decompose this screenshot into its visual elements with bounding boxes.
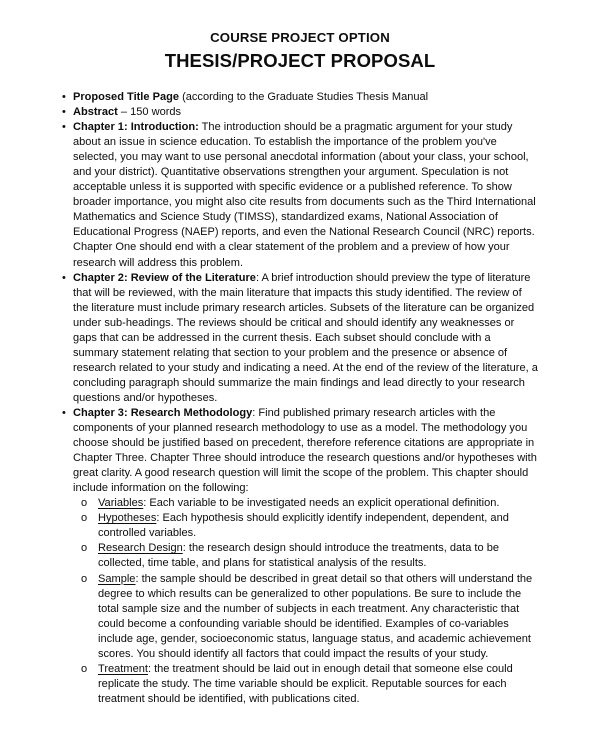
list-item-body: : A brief introduction should preview the type of literature that will be reviewed, with the main literature that impacts this study identified. The review of the literature must include primary research articles. Subsets of the literature can be organized under sub-headings. The reviews should be critical and should identify any weaknesses or gaps that can be addressed in the current thesis. Each subset should conclude with a summary statement relating that section to your problem and the presence or absence of research related to your study and indicating a need. At the end of the review of the literature, a concluding paragraph should summarize the main findings and lead directly to your research questions and/or hypotheses.	[73, 271, 538, 404]
sub-list-item-term: Research Design	[98, 542, 183, 555]
bullet-icon: •	[62, 121, 66, 134]
list-item-lead: Chapter 2: Review of the Literature	[73, 271, 256, 284]
sub-bullet-icon: o	[81, 512, 88, 525]
list-item	[0, 406, 600, 496]
list-item-body: The introduction should be a pragmatic argument for your study about an issue in science education. To establish the importance of the problem you've selected, you may want to use personal anecdotal information (about your class, your school, and your district). Quantitative observations strengthen your argument. Speculation is not acceptable unless it is supported with specific evidence or a published reference. To show broader importance, you might also cite results from documents such as the Third International Mathematics and Science Study (TIMSS), standardized exams, National Association of Educational Progress (NAEP) reports, and even the National Research Council (NRC) reports. Chapter One should end with a clear statement of the problem and a preview of how your research will address this problem.	[73, 121, 536, 269]
list-item-lead: Chapter 3: Research Methodology	[73, 406, 253, 419]
sub-list-item	[0, 496, 600, 511]
list-item-lead: Chapter 1: Introduction:	[73, 121, 199, 134]
page-title: THESIS/PROJECT PROPOSAL	[164, 50, 436, 71]
sub-list-item	[0, 662, 600, 707]
list-item	[0, 271, 600, 406]
document-body	[0, 90, 600, 707]
sub-list-item-term: Sample	[98, 572, 136, 585]
sub-list-item-body: : the research design should introduce the treatments, data to be collected, time table, and plans for statistical analysis of the results.	[98, 542, 499, 570]
bullet-icon: •	[62, 106, 66, 119]
bullet-icon: •	[62, 406, 66, 419]
page-subtitle: COURSE PROJECT OPTION	[210, 30, 390, 45]
sub-list-item-body: : the treatment should be laid out in enough detail that someone else could replicate the study. The time variable should be explicit. Reputable sources for each treatment should be identified, with publications cited.	[98, 662, 513, 705]
sub-bullet-icon: o	[81, 497, 88, 510]
main-bullet-list	[0, 90, 600, 496]
sub-bullet-icon: o	[81, 572, 88, 585]
list-item-body: – 150 words	[117, 106, 182, 119]
sub-bullet-icon: o	[81, 662, 88, 675]
sub-list-item-term: Treatment	[98, 662, 148, 675]
sub-list-item	[0, 541, 600, 571]
sub-bullet-list	[0, 496, 600, 707]
sub-list-item	[0, 572, 600, 662]
list-item	[0, 105, 600, 120]
list-item	[0, 120, 600, 270]
list-item	[0, 90, 600, 105]
bullet-icon: •	[62, 91, 66, 103]
sub-list-item-body: : Each hypothesis should explicitly identify independent, dependent, and controlled variables.	[98, 512, 509, 540]
list-item-lead: Proposed Title Page	[73, 91, 179, 103]
sub-list-item	[0, 511, 600, 541]
sub-list-item-term: Hypotheses	[98, 512, 157, 525]
bullet-icon: •	[62, 271, 66, 284]
sub-list-item-body: : the sample should be described in great detail so that others will understand the degree to which results can be generalized to other populations. Be sure to include the total sample size and the number of subjects in each treatment. Any characteristic that could become a confounding variable should be identified. Examples of co-variables include age, gender, socioeconomic status, language status, and academic achievement scores. You should identify all factors that could impact the results of your study.	[98, 572, 533, 660]
sub-list-item-term: Variables	[98, 497, 144, 510]
list-item-body: (according to the Graduate Studies Thesis Manual	[179, 91, 429, 103]
list-item-body: : Find published primary research articles with the components of your planned research methodology to use as a model. The methodology you choose should be justified based on precedent, therefore reference citations are appropriate in Chapter Three. Chapter Three should introduce the research questions and/or hypotheses with great clarity. A good research question will limit the scope of the problem. This chapter should include information on the following:	[73, 406, 537, 495]
sub-list-item-body: : Each variable to be investigated needs an explicit operational definition.	[143, 497, 500, 510]
document-title-block	[0, 0, 600, 73]
sub-bullet-icon: o	[81, 542, 88, 555]
list-item-lead: Abstract	[73, 106, 118, 119]
